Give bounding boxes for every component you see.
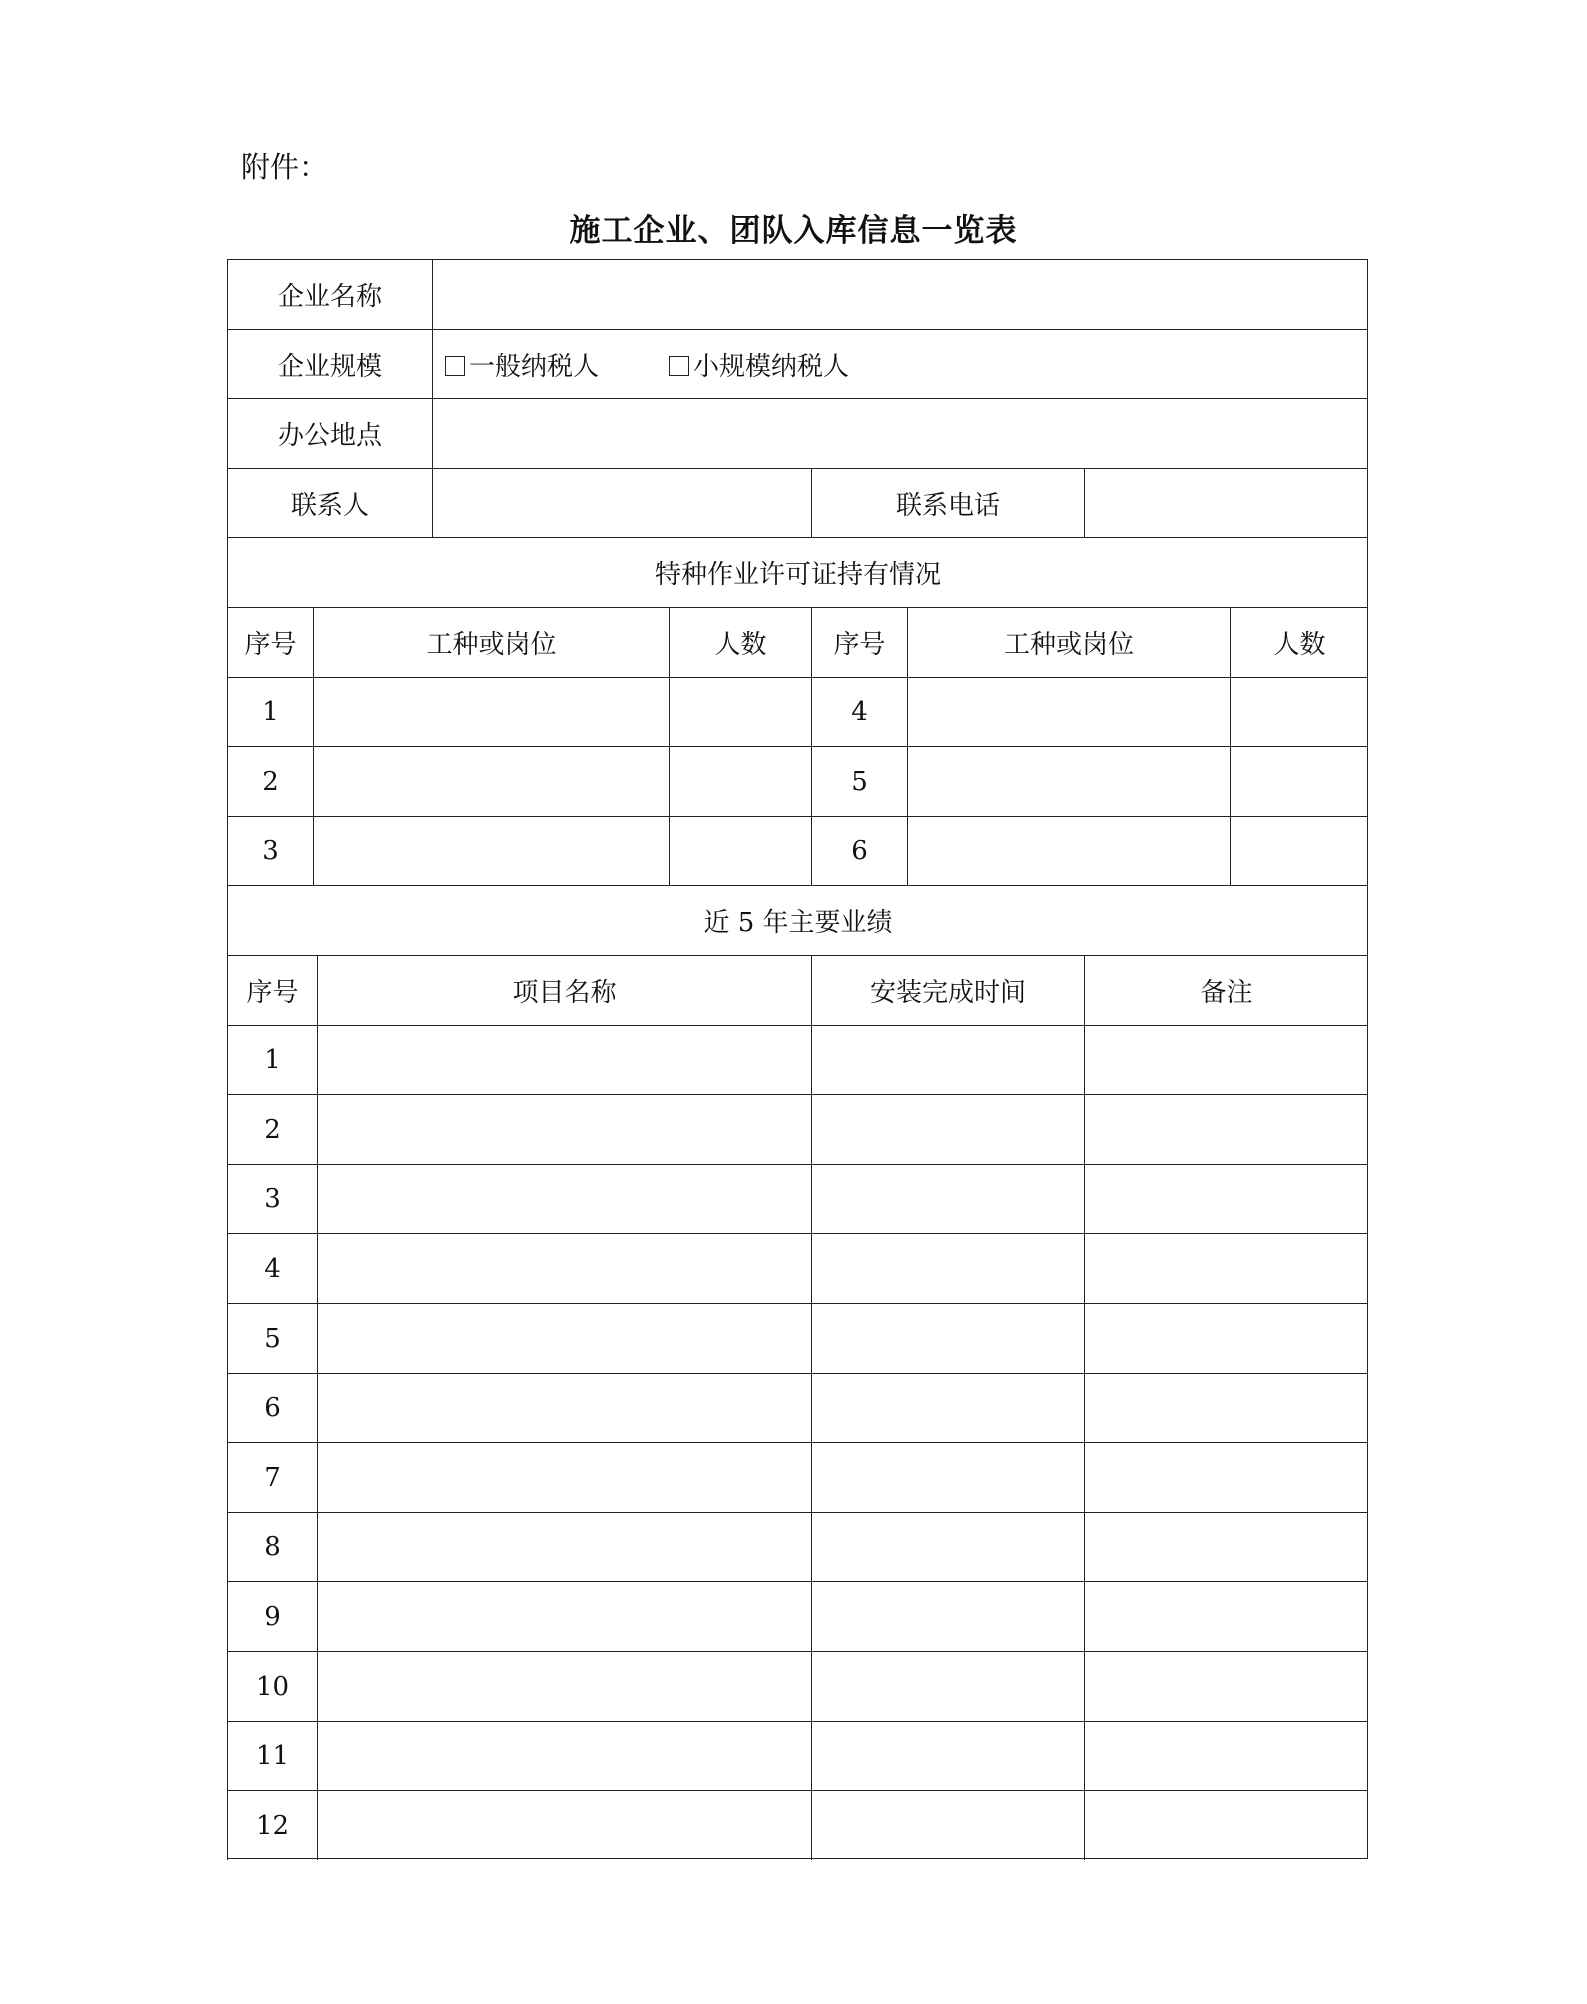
special-ops-count-field[interactable] [669,677,811,746]
completion-time-field[interactable] [811,1094,1084,1164]
performance-row-number: 4 [227,1233,317,1303]
contact-person-label: 联系人 [227,468,432,537]
project-name-field[interactable] [317,1164,811,1233]
scale-option-label: 小规模纳税人 [693,351,850,382]
project-name-field[interactable] [317,1442,811,1512]
remarks-field[interactable] [1084,1790,1368,1860]
remarks-field[interactable] [1084,1164,1368,1233]
company-name-label: 企业名称 [227,259,432,329]
completion-time-field[interactable] [811,1373,1084,1442]
contact-person-field[interactable] [432,468,811,537]
performance-row-number: 12 [227,1790,317,1860]
special-ops-row-number: 5 [811,746,907,816]
project-name-field[interactable] [317,1581,811,1651]
project-name-field[interactable] [317,1233,811,1303]
project-name-field[interactable] [317,1790,811,1860]
project-name-field[interactable] [317,1373,811,1442]
project-name-field[interactable] [317,1025,811,1094]
special-ops-row-number: 2 [227,746,313,816]
contact-phone-label: 联系电话 [811,468,1084,537]
special-ops-job-field[interactable] [907,677,1230,746]
completion-time-field[interactable] [811,1164,1084,1233]
scale-option-label: 一般纳税人 [469,351,600,382]
form-title: 施工企业、团队入库信息一览表 [569,213,1018,249]
office-location-field[interactable] [432,398,1368,468]
special-ops-count-field[interactable] [669,746,811,816]
special-ops-header: 序号 [811,607,907,677]
special-ops-header: 工种或岗位 [313,607,669,677]
special-ops-header: 人数 [669,607,811,677]
performance-row-number: 5 [227,1303,317,1373]
remarks-field[interactable] [1084,1721,1368,1790]
performance-header: 安装完成时间 [811,955,1084,1025]
special-ops-count-field[interactable] [1230,816,1368,885]
project-name-field[interactable] [317,1721,811,1790]
completion-time-field[interactable] [811,1233,1084,1303]
remarks-field[interactable] [1084,1094,1368,1164]
special-ops-job-field[interactable] [313,677,669,746]
completion-time-field[interactable] [811,1721,1084,1790]
company-scale-label: 企业规模 [227,329,432,398]
special-ops-header: 工种或岗位 [907,607,1230,677]
remarks-field[interactable] [1084,1651,1368,1721]
special-ops-row-number: 3 [227,816,313,885]
special-ops-row-number: 1 [227,677,313,746]
remarks-field[interactable] [1084,1442,1368,1512]
remarks-field[interactable] [1084,1303,1368,1373]
company-scale-options [432,329,1368,398]
project-name-field[interactable] [317,1651,811,1721]
performance-row-number: 6 [227,1373,317,1442]
project-name-field[interactable] [317,1512,811,1581]
performance-header: 备注 [1084,955,1368,1025]
special-ops-section-title: 特种作业许可证持有情况 [227,537,1368,607]
special-ops-job-field[interactable] [907,816,1230,885]
performance-row-number: 3 [227,1164,317,1233]
performance-row-number: 10 [227,1651,317,1721]
scale-option[interactable] [445,346,599,383]
project-name-field[interactable] [317,1094,811,1164]
performance-row-number: 9 [227,1581,317,1651]
remarks-field[interactable] [1084,1233,1368,1303]
remarks-field[interactable] [1084,1512,1368,1581]
special-ops-header: 序号 [227,607,313,677]
special-ops-count-field[interactable] [1230,677,1368,746]
performance-header: 项目名称 [317,955,811,1025]
performance-row-number: 1 [227,1025,317,1094]
project-name-field[interactable] [317,1303,811,1373]
special-ops-job-field[interactable] [907,746,1230,816]
performance-row-number: 11 [227,1721,317,1790]
checkbox-icon[interactable] [669,356,689,376]
remarks-field[interactable] [1084,1373,1368,1442]
remarks-field[interactable] [1084,1025,1368,1094]
checkbox-icon[interactable] [445,356,465,376]
attachment-label: 附件： [241,150,329,184]
completion-time-field[interactable] [811,1790,1084,1860]
completion-time-field[interactable] [811,1442,1084,1512]
special-ops-header: 人数 [1230,607,1368,677]
contact-phone-field[interactable] [1084,468,1368,537]
office-location-label: 办公地点 [227,398,432,468]
special-ops-row-number: 6 [811,816,907,885]
special-ops-job-field[interactable] [313,746,669,816]
company-name-field[interactable] [432,259,1368,329]
special-ops-count-field[interactable] [1230,746,1368,816]
performance-row-number: 8 [227,1512,317,1581]
scale-option[interactable] [669,346,849,383]
special-ops-job-field[interactable] [313,816,669,885]
special-ops-row-number: 4 [811,677,907,746]
remarks-field[interactable] [1084,1581,1368,1651]
completion-time-field[interactable] [811,1512,1084,1581]
info-form-table [227,259,1368,1859]
performance-header: 序号 [227,955,317,1025]
performance-section-title: 近 5 年主要业绩 [227,885,1368,955]
completion-time-field[interactable] [811,1581,1084,1651]
performance-row-number: 7 [227,1442,317,1512]
performance-row-number: 2 [227,1094,317,1164]
special-ops-count-field[interactable] [669,816,811,885]
completion-time-field[interactable] [811,1651,1084,1721]
completion-time-field[interactable] [811,1025,1084,1094]
completion-time-field[interactable] [811,1303,1084,1373]
